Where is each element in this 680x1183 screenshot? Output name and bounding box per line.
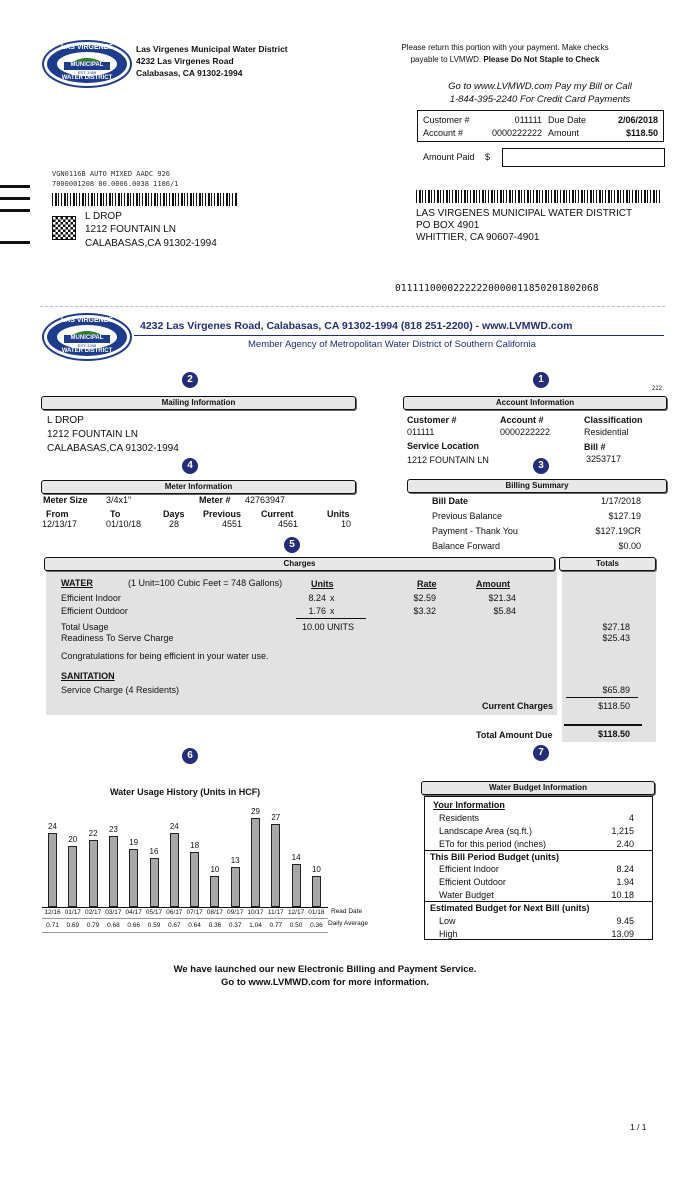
meter-val-current: 4561 [278,519,299,529]
daily-average-label: Daily Average [328,920,368,927]
acct-class-value: Residential [584,427,629,437]
usage-x-label: 12/16 [44,909,61,916]
usage-chart [40,800,380,935]
acct-service-label: Service Location [407,441,480,451]
remit-note-2a: payable to LVMWD. [410,55,482,64]
usage-bar [210,876,219,907]
footer-line-1: We have launched our new Electronic Billing and Payment Service. [173,964,477,975]
usage-daily-average: 0.50 [289,922,303,929]
charge-row-units: 1.76 [308,606,326,616]
usage-daily-average: 0.66 [127,922,141,929]
budget-info-label: Residents [439,813,480,823]
usage-x-label: 09/17 [227,909,244,916]
meter-val-previous: 4551 [222,519,243,529]
usage-x-label: 08/17 [206,909,224,916]
budget-info-label: Landscape Area (sq.ft.) [439,826,533,836]
usage-bar-label: 18 [190,840,200,850]
pay-phone-text: 1-844-395-2240 For Credit Card Payments [449,94,631,105]
meter-info-header: Meter Information [41,480,356,494]
billing-row-value: $0.00 [618,541,641,551]
usage-bar-label: 27 [271,813,281,823]
meter-num-value: 42763947 [245,495,286,505]
logo2-middle-text: MUNICIPAL [70,335,104,341]
service-charge-label: Service Charge (4 Residents) [61,685,180,695]
usage-bar [292,864,301,907]
budget-info-value: 4 [628,813,634,823]
marker-7: 7 [533,745,549,761]
meter-val-from: 12/13/17 [42,519,78,529]
mail-street: 1212 FOUNTAIN LN [85,224,176,235]
budget-info-label: ETo for this period (inches) [439,839,547,849]
total-usage-label: Total Usage [61,622,109,632]
tear-line [40,306,665,307]
usage-bar [109,836,118,907]
remit-note-1: Please return this portion with your payment. Make checks [401,43,609,52]
usage-x-label: 02/17 [84,909,102,916]
unit-note: (1 Unit=100 Cubic Feet = 748 Gallons) [128,578,283,588]
usage-bar [170,833,179,907]
usage-daily-average: 0.36 [208,922,222,929]
usage-daily-average: 1.04 [249,922,262,929]
usage-daily-average: 0.77 [269,922,283,929]
charge-row-amount: $5.84 [493,606,516,616]
district-logo-2 [42,313,132,363]
meter-val-units: 10 [341,519,352,529]
congrats-message: Congratulations for being efficient in your water use. [61,651,269,661]
logo-est-text: EST. 1958 [77,70,97,75]
usage-daily-average: 0.67 [167,922,181,929]
budget-period-value: 8.24 [616,864,634,874]
current-charges-total: $118.50 [598,701,630,711]
logo-middle-text: MUNICIPAL [70,62,104,68]
charge-row-units: 8.24 [308,593,326,603]
usage-x-label: 05/17 [145,909,163,916]
billing-row-value: $127.19 [608,511,641,521]
meter-head-units: Units [327,509,350,519]
remit-customer-value: 011111 [514,115,542,125]
budget-period-value: 1.94 [616,877,634,887]
mailing-city: CALABASAS,CA 91302-1994 [47,443,179,454]
water-heading: WATER [61,578,93,588]
pay-online-text: Go to www.LVMWD.com Pay my Bill or Call [448,81,632,92]
address-qr-code [52,216,76,240]
usage-daily-average: 0.79 [86,922,100,929]
usage-x-label: 01/17 [64,909,81,916]
subtotal-rule [566,697,638,698]
usage-bar [231,867,240,907]
totals-panel [562,572,656,742]
return-barcode [416,190,662,203]
col-rate-header: Rate [417,579,437,589]
logo2-est-text: EST. 1958 [77,343,97,348]
usage-bar-label: 29 [251,807,260,817]
acct-service-value: 1212 FOUNTAIN LN [407,455,489,465]
amount-paid-dollar: $ [485,152,491,162]
budget-period-title: This Bill Period Budget (units) [430,852,559,862]
logo2-bottom-text: WATER DISTRICT [61,348,113,354]
mailing-info-header: Mailing Information [41,396,356,410]
budget-period-label: Efficient Indoor [439,864,499,874]
logo-top-text: LAS VIRGENES [60,44,114,51]
meter-head-previous: Previous [203,509,242,519]
remit-due-label: Due Date [548,115,587,125]
acct-bill-label: Bill # [584,442,606,452]
charge-row-amount: $21.34 [488,593,516,603]
charge-row-label: Efficient Outdoor [61,606,128,616]
usage-bar [68,846,77,907]
total-rule [564,724,642,726]
usage-x-label: 03/17 [105,909,122,916]
meter-head-to: To [110,509,121,519]
usage-bar [312,876,321,907]
units-rule [296,618,366,619]
footer-line-2: Go to www.LVMWD.com for more information. [221,977,429,988]
rts-total: $25.43 [602,633,630,643]
remit-account-box [417,110,664,142]
logo-bottom-text: WATER DISTRICT [61,75,113,81]
marker-2: 2 [182,372,198,388]
charge-row-x: x [330,593,335,603]
usage-daily-average: 0.59 [147,922,161,929]
budget-box [424,796,653,940]
usage-bar [271,824,280,907]
charge-row-label: Efficient Indoor [61,593,121,603]
presort-code-2: 7000001208 00.0006.0038 1186/1 [52,180,179,188]
usage-bar-label: 19 [129,837,139,847]
current-charges-label: Current Charges [482,701,554,711]
remit-amount-label: Amount [548,128,580,138]
usage-x-label: 04/17 [125,909,142,916]
budget-your-info: Your Information [433,800,505,810]
account-info-header: Account Information [403,396,667,410]
return-line-3: WHITTIER, CA 90607-4901 [416,232,540,243]
marker-4: 4 [182,458,198,474]
total-due-value: $118.50 [597,729,630,739]
service-charge-total: $65.89 [602,685,630,695]
usage-daily-average: 0.64 [188,922,201,929]
usage-axis-2 [42,918,328,919]
acct-customer-label: Customer # [407,415,457,425]
acct-account-label: Account # [500,415,544,425]
amount-paid-label: Amount Paid [423,152,475,162]
district-city: Calabasas, CA 91302-1994 [136,68,243,78]
budget-period-value: 10.18 [611,890,634,900]
marker-5: 5 [284,537,300,553]
remit-amount-value: $118.50 [625,128,658,138]
acct-bill-value: 3253717 [586,454,622,464]
usage-x-label: 11/17 [267,909,284,916]
logo2-top-text: LAS VIRGENES [60,317,114,324]
budget-info-value: 2.40 [616,839,634,849]
usage-x-label: 10/17 [247,909,264,916]
charge-row-rate: $2.59 [413,593,436,603]
meter-size-label: Meter Size [43,495,88,505]
totals-header: Totals [559,557,656,571]
meter-head-days: Days [163,509,185,519]
usage-x-label: 01/18 [308,909,325,916]
return-line-2: PO BOX 4901 [416,220,480,231]
usage-chart-title: Water Usage History (Units in HCF) [110,787,261,797]
usage-bar-label: 14 [291,853,301,863]
usage-daily-average: 0.37 [228,922,242,929]
page-number: 1 / 1 [630,1122,647,1132]
billing-row-value: $127.19CR [595,526,641,536]
acct-customer-value: 011111 [407,427,435,437]
usage-bar-label: 24 [169,822,179,832]
marker-6: 6 [182,748,198,764]
remit-note-2 [380,55,630,64]
usage-bar [251,818,260,907]
amount-paid-field[interactable] [502,148,665,167]
usage-bar-label: 10 [210,865,220,875]
usage-daily-average: 0.68 [107,922,120,929]
billing-row-label: Previous Balance [432,511,503,521]
page-code: 222 [652,386,663,392]
total-usage-units: 10.00 UNITS [302,622,355,632]
usage-bar-label: 20 [68,834,78,844]
remit-customer-label: Customer # [423,115,470,125]
budget-next-title: Estimated Budget for Next Bill (units) [430,903,590,913]
total-due-label: Total Amount Due [476,730,553,740]
usage-bar [150,858,159,907]
district-street: 4232 Las Virgenes Road [136,56,234,66]
remit-note-2b: Please Do Not Staple to Check [483,55,600,64]
usage-daily-average: 0.36 [310,922,323,929]
meter-size-value: 3/4x1" [106,495,132,505]
budget-next-value: 9.45 [616,916,634,926]
charge-row-rate: $3.32 [413,606,436,616]
meter-val-to: 01/10/18 [106,519,142,529]
meter-head-current: Current [261,509,294,519]
remit-account-value: 0000222222 [491,128,542,138]
billing-row-value: 1/17/2018 [600,496,641,506]
billing-row-label: Balance Forward [432,541,501,551]
col-units-header: Units [311,579,334,589]
header-member: Member Agency of Metropolitan Water District of Southern California [248,339,536,350]
presort-code-1: VGN0116B AUTO MIXED AADC 926 [52,170,171,178]
usage-bar-label: 23 [108,825,118,835]
read-date-label: Read Date [331,908,363,915]
usage-bar-label: 10 [311,865,321,875]
mailing-name: L DROP [47,415,84,426]
district-logo [42,40,132,90]
usage-bar [190,852,199,907]
meter-head-from: From [46,509,69,519]
acct-class-label: Classification [584,415,643,425]
usage-bar-label: 22 [88,828,98,838]
meter-num-label: Meter # [199,495,231,505]
usage-x-label: 12/17 [287,909,305,916]
scan-line: 01111100002222220000011850201802068 [395,283,599,294]
rts-label: Readiness To Serve Charge [61,633,174,643]
header-address: 4232 Las Virgenes Road, Calabasas, CA 91302-1994 (818 251-2200) - www.LVMWD.com [140,320,573,332]
budget-next-value: 13.09 [611,929,634,939]
header-rule [134,335,664,336]
remit-due-value: 2/06/2018 [617,115,658,125]
usage-daily-average: 0.69 [66,922,80,929]
budget-next-label: High [439,929,458,939]
billing-summary-header: Billing Summary [407,479,667,493]
usage-axis [42,907,328,908]
charge-row-x: x [330,606,335,616]
charges-header: Charges [44,557,555,571]
mailing-street: 1212 FOUNTAIN LN [47,429,138,440]
col-amount-header: Amount [476,579,510,589]
district-name: Las Virgenes Municipal Water District [136,44,288,54]
usage-bar [48,833,57,907]
usage-daily-average: 0.71 [46,922,59,929]
budget-period-label: Water Budget [439,890,494,900]
budget-divider [425,850,652,851]
budget-divider [425,901,652,902]
usage-axis-3 [42,932,328,933]
billing-row-label: Bill Date [432,496,469,506]
total-usage-total: $27.18 [602,622,630,632]
marker-3: 3 [533,458,549,474]
budget-info-value: 1,215 [611,826,634,836]
return-line-1: LAS VIRGENES MUNICIPAL WATER DISTRICT [416,208,633,219]
usage-x-label: 07/17 [186,909,203,916]
usage-bar-label: 13 [230,856,240,866]
postal-barcode [52,193,238,206]
budget-period-label: Efficient Outdoor [439,877,506,887]
meter-val-days: 28 [169,519,180,529]
budget-header: Water Budget Information [421,781,655,795]
mail-city: CALABASAS,CA 91302-1994 [85,238,217,249]
usage-bar-label: 16 [149,846,159,856]
billing-row-label: Payment - Thank You [432,526,518,536]
sanitation-heading: SANITATION [61,671,115,681]
usage-bar [89,840,98,907]
mail-name: L DROP [85,211,122,222]
remit-account-label: Account # [423,128,464,138]
marker-1: 1 [533,372,549,388]
usage-x-label: 06/17 [166,909,183,916]
budget-next-label: Low [439,916,456,926]
usage-bar [129,849,138,907]
usage-bar-label: 24 [48,822,57,832]
acct-account-value: 0000222222 [500,427,551,437]
